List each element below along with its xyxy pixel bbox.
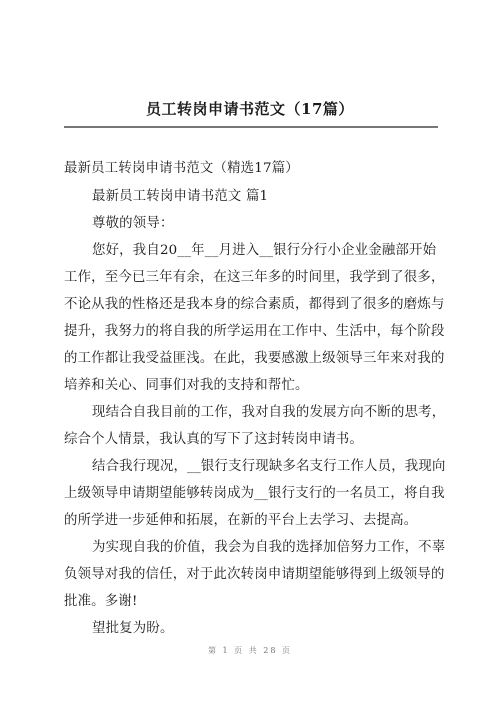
document-title: 员工转岗申请书范文（17篇） [146,100,354,118]
body-line: 的工作都让我受益匪浅。在此，我要感激上级领导三年来对我的 [64,351,445,366]
body-line: 提升，我努力的将自我的所学运用在工作中、生活中，每个阶段 [64,324,445,339]
body-line: 负领导对我的信任，对于此次转岗申请期望能够得到上级领导的 [64,567,445,582]
body-line: 为实现自我的价值，我会为自我的选择加倍努力工作，不辜 [92,540,446,555]
page-number-footer: 第 1 页 共 28 页 [208,646,292,655]
section-heading: 最新员工转岗申请书范文 篇1 [92,189,269,204]
body-line: 现结合自我目前的工作，我对自我的发展方向不断的思考， [92,405,446,420]
closing-line: 望批复为盼。 [92,621,174,636]
salutation: 尊敬的领导： [92,216,174,231]
body-line: 的所学进一步延伸和拓展，在新的平台上去学习、去提高。 [64,513,418,528]
body-line: 上级领导申请期望能够转岗成为__银行支行的一名员工，将自我 [64,486,445,501]
title-divider [64,126,438,128]
body-line: 批准。多谢! [64,594,138,609]
body-line: 您好，我自20__年__月进入__银行分行小企业金融部开始 [92,243,437,258]
body-line: 培养和关心、同事们对我的支持和帮忙。 [64,378,309,393]
body-line: 综合个人情景，我认真的写下了这封转岗申请书。 [64,432,363,447]
body-line: 结合我行现况，__银行支行现缺多名支行工作人员，我现向 [92,459,446,474]
document-subtitle: 最新员工转岗申请书范文（精选17篇） [64,161,299,176]
body-line: 工作，至今已三年有余，在这三年多的时间里，我学到了很多， [64,270,445,285]
body-line: 不论从我的性格还是我本身的综合素质，都得到了很多的磨炼与 [64,297,445,312]
